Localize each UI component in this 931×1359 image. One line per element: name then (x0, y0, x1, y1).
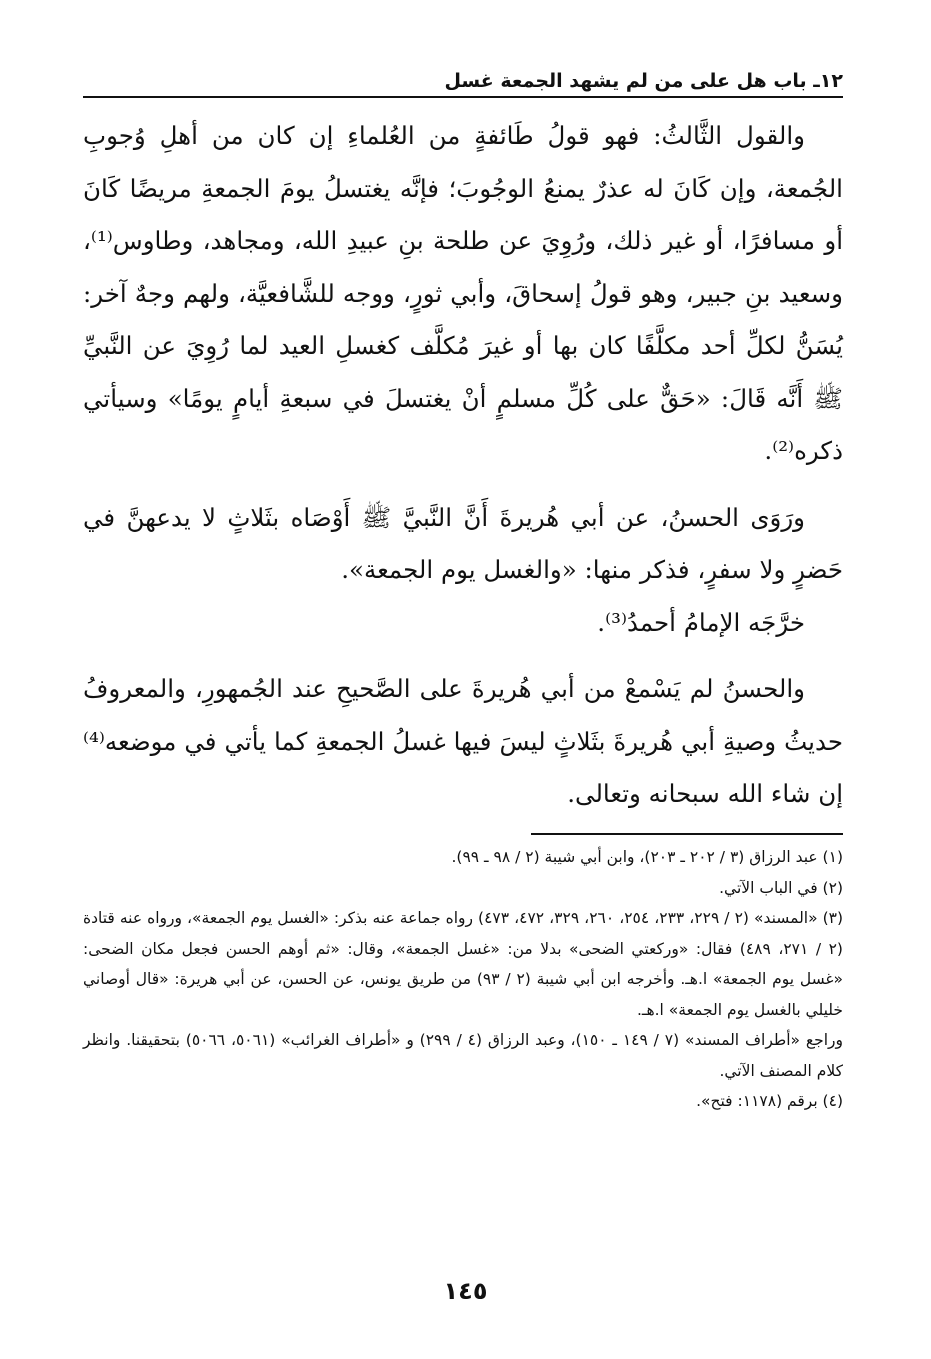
footnote-2: (٢) في الباب الآتي. (719, 878, 843, 897)
footnote-divider (531, 833, 843, 835)
chapter-title: ١٢ـ باب هل على من لم يشهد الجمعة غسل (444, 70, 843, 92)
paragraph-4: والحسنُ لم يَسْمعْ من أبي هُريرةَ على الصَّحيحِ عند الجُمهورِ، والمعروفُ حديثُ وصيةِ أبي هُريرةَ بثَلاثٍ ليسَ فيها غسلُ الجمعةِ كما يأتي في موضعه⁽⁴⁾ إن شاء الله سبحانه وتعالى. (83, 674, 843, 808)
header-divider (83, 96, 843, 98)
main-text (83, 110, 843, 821)
paragraph-2: ورَوَى الحسنُ، عن أبي هُريرةَ أَنَّ النَّبيَّ ﷺ أَوْصَاه بثَلاثٍ لا يدعهنَّ في حَضرٍ ولا سفرٍ، فذكر منها: «والغسل يوم الجمعة». (83, 502, 843, 584)
footnote-1: (١) عبد الرزاق (٣ / ٢٠٢ ـ ٢٠٣)، وابن أبي شيبة (٢ / ٩٨ ـ ٩٩). (451, 848, 843, 866)
footnotes (83, 842, 843, 1117)
page-number: ١٤٥ (443, 1277, 488, 1305)
paragraph-1: والقول الثَّالثُ: فهو قولُ طَائفةٍ من العُلماءِ إن كان من أهلِ وُجوبِ الجُمعة، وإن كَانَ له عذرٌ يمنعُ الوجُوبَ؛ فإنَّه يغتسلُ يومَ الجمعةِ مريضًا كَانَ أو مسافرًا، أو غير ذلك، ورُوِيَ عن طلحة بنِ عبيدِ الله، ومجاهد، وطاوس⁽¹⁾، وسعيد بنِ جبير، وهو قولُ إسحاقَ، وأبي ثورٍ، ووجه للشَّافعيَّة، ولهم وجهٌ آخر: يُسَنُّ لكلِّ أحد مكلَّفًا كان بها أو غيرَ مُكلَّف كغسلِ العيد لما رُوِيَ عن النَّبيِّ ﷺ أَنَّه قَالَ: «حَقٌّ على كُلِّ مسلمٍ أنْ يغتسلَ في سبعةِ أيامٍ يومًا» وسيأتي ذكره⁽²⁾. (83, 121, 843, 465)
footnote-3: (٣) «المسند» (٢ / ٢٢٩، ٢٣٣، ٢٥٤، ٢٦٠، ٣٢٩، ٤٧٢، ٤٧٣) رواه جماعة عنه بذكر: «الغسل يوم الجمعة»، ورواه عنه قتادة (٢ / ٢٧١، ٤٨٩) فقال: «وركعتي الضحى» بدلا من: «غسل الجمعة»، وقال: «ثم أوهم الحسن فجعل مكان الضحى: «غسل يوم الجمعة» ا.هـ. وأخرجه ابن أبي شيبة (٢ / ٩٣) من طريق يونس، عن الحسن، عن أبي هريرة: «قال أوصاني خليلي بالغسل يوم الجمعة» ا.هـ. (83, 909, 844, 1019)
paragraph-3: خرَّجَه الإمامُ أحمدُ⁽³⁾. (597, 607, 805, 637)
running-header (83, 68, 843, 98)
footnote-3-continued: وراجع «أطراف المسند» (٧ / ١٤٩ ـ ١٥٠)، وعبد الرزاق (٤ / ٢٩٩) و «أطراف الغرائب» (٥٠٦١، ٥٠٦٦) بتحقيقنا. وانظر كلام المصنف الآتي. (83, 1031, 843, 1080)
footnote-4: (٤) برقم (١١٧٨: فتح». (696, 1092, 843, 1110)
